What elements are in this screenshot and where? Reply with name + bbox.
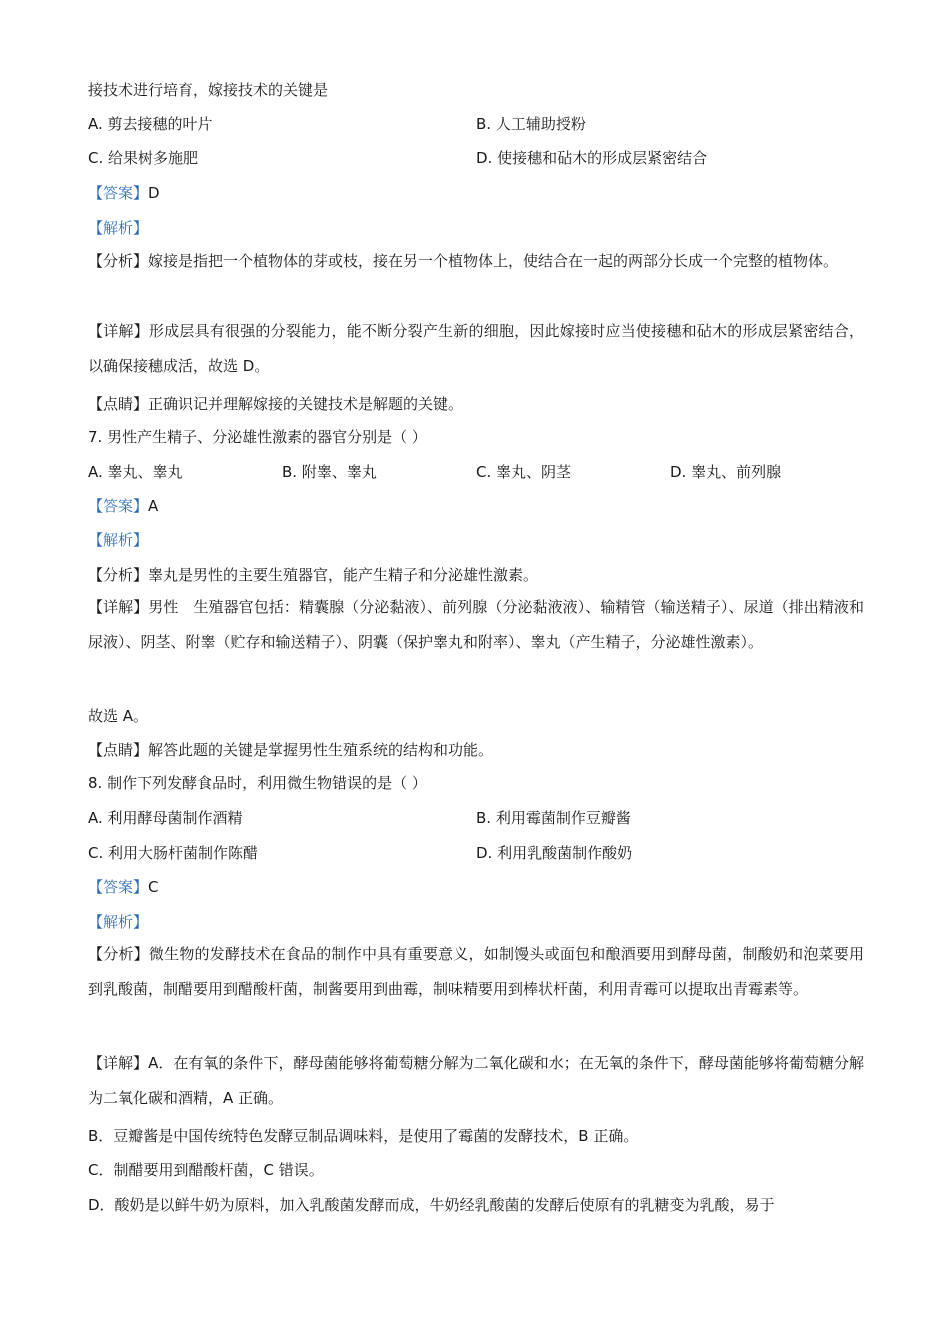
- q7-jiexi: [88, 530, 148, 550]
- fenxi-tag: 【分析】: [88, 252, 149, 270]
- q8-xiangjie-c: C．制醋要用到醋酸杆菌，C 错误。: [88, 1161, 324, 1179]
- q7-dianjing: [88, 740, 493, 760]
- q6-answer: [88, 183, 160, 203]
- xiangjie-tag: 【详解】: [88, 598, 149, 616]
- q8-fenxi: [88, 937, 864, 1007]
- dianjing-text: 解答此题的关键是掌握男性生殖系统的结构和功能。: [148, 741, 494, 759]
- q8-xiangjie-d: D．酸奶是以鲜牛奶为原料，加入乳酸菌发酵而成，牛奶经乳酸菌的发酵后使原有的乳糖变为乳酸，易于: [88, 1196, 775, 1214]
- jiexi-tag: 【解析】: [88, 219, 149, 237]
- q6-option-c: C. 给果树多施肥: [88, 149, 199, 167]
- answer-value: A: [148, 497, 159, 515]
- dianjing-text: 正确识记并理解嫁接的关键技术是解题的关键。: [148, 395, 464, 413]
- jiexi-tag: 【解析】: [88, 913, 149, 931]
- q8-xiangjie-a: [88, 1046, 864, 1116]
- dianjing-tag: 【点睛】: [88, 395, 149, 413]
- fenxi-text: 微生物的发酵技术在食品的制作中具有重要意义，如制馒头或面包和酿酒要用到酵母菌，制酸奶和泡菜要用到乳酸菌，制醋要用到醋酸杆菌，制酱要用到曲霉，制味精要用到棒状杆菌，利用青霉可以提取出青霉素等。: [88, 945, 864, 998]
- q7-option-c: C. 睾丸、阴茎: [476, 463, 572, 481]
- answer-value: C: [148, 878, 159, 896]
- q7-answer: [88, 496, 158, 516]
- q8-option-b: B. 利用霉菌制作豆瓣酱: [476, 809, 631, 827]
- xiangjie-text: 形成层具有很强的分裂能力，能不断分裂产生新的细胞，因此嫁接时应当使接穗和砧木的形成层紧密结合，以确保接穗成活，故选 D。: [88, 322, 864, 375]
- q6-dianjing: [88, 394, 463, 414]
- answer-tag: 【答案】: [88, 497, 149, 515]
- q7-option-d: D. 睾丸、前列腺: [670, 463, 782, 481]
- answer-tag: 【答案】: [88, 878, 149, 896]
- q6-jiexi: [88, 218, 148, 238]
- q8-option-a: A. 利用酵母菌制作酒精: [88, 809, 243, 827]
- xiangjie-tag: 【详解】: [88, 1054, 149, 1072]
- q7-fenxi: [88, 565, 538, 585]
- fenxi-tag: 【分析】: [88, 566, 149, 584]
- q7-guxuan: 故选 A。: [88, 707, 149, 725]
- fenxi-text: 嫁接是指把一个植物体的芽或枝，接在另一个植物体上，使结合在一起的两部分长成一个完整的植物体。: [148, 252, 839, 270]
- q6-option-d: D. 使接穗和砧木的形成层紧密结合: [476, 149, 708, 167]
- q7-xiangjie: [88, 590, 864, 660]
- q6-xiangjie: [88, 314, 864, 384]
- answer-tag: 【答案】: [88, 184, 149, 202]
- fenxi-tag: 【分析】: [88, 945, 149, 963]
- q7-option-b: B. 附睾、睾丸: [282, 463, 377, 481]
- q6-fenxi: [88, 244, 864, 279]
- q7-stem: 7. 男性产生精子、分泌雄性激素的器官分别是（ ）: [88, 428, 427, 446]
- q6-option-b: B. 人工辅助授粉: [476, 115, 586, 133]
- xiangjie-tag: 【详解】: [88, 322, 149, 340]
- answer-value: D: [148, 184, 160, 202]
- q8-xiangjie-b: B．豆瓣酱是中国传统特色发酵豆制品调味料，是使用了霉菌的发酵技术，B 正确。: [88, 1127, 639, 1145]
- q6-option-a: A. 剪去接穗的叶片: [88, 115, 213, 133]
- xiangjie-text-a: A．在有氧的条件下，酵母菌能够将葡萄糖分解为二氧化碳和水；在无氧的条件下，酵母菌能够将葡萄糖分解为二氧化碳和酒精，A 正确。: [88, 1054, 864, 1107]
- q8-answer: [88, 877, 159, 897]
- q7-option-a: A. 睾丸、睾丸: [88, 463, 183, 481]
- q8-jiexi: [88, 912, 148, 932]
- q8-option-c: C. 利用大肠杆菌制作陈醋: [88, 844, 259, 862]
- xiangjie-text: 男性 生殖器官包括：精囊腺（分泌黏液）、前列腺（分泌黏液液）、输精管（输送精子）、尿道（排出精液和尿液）、阴茎、附睾（贮存和输送精子）、阴囊（保护睾丸和附率）、睾丸（产生精子，分泌雄性激素）。: [88, 598, 864, 651]
- fenxi-text: 睾丸是男性的主要生殖器官，能产生精子和分泌雄性激素。: [148, 566, 539, 584]
- jiexi-tag: 【解析】: [88, 531, 149, 549]
- q8-stem: 8. 制作下列发酵食品时，利用微生物错误的是（ ）: [88, 774, 427, 792]
- q6-stem-tail: 接技术进行培育，嫁接技术的关键是: [88, 81, 329, 99]
- dianjing-tag: 【点睛】: [88, 741, 149, 759]
- q8-option-d: D. 利用乳酸菌制作酸奶: [476, 844, 633, 862]
